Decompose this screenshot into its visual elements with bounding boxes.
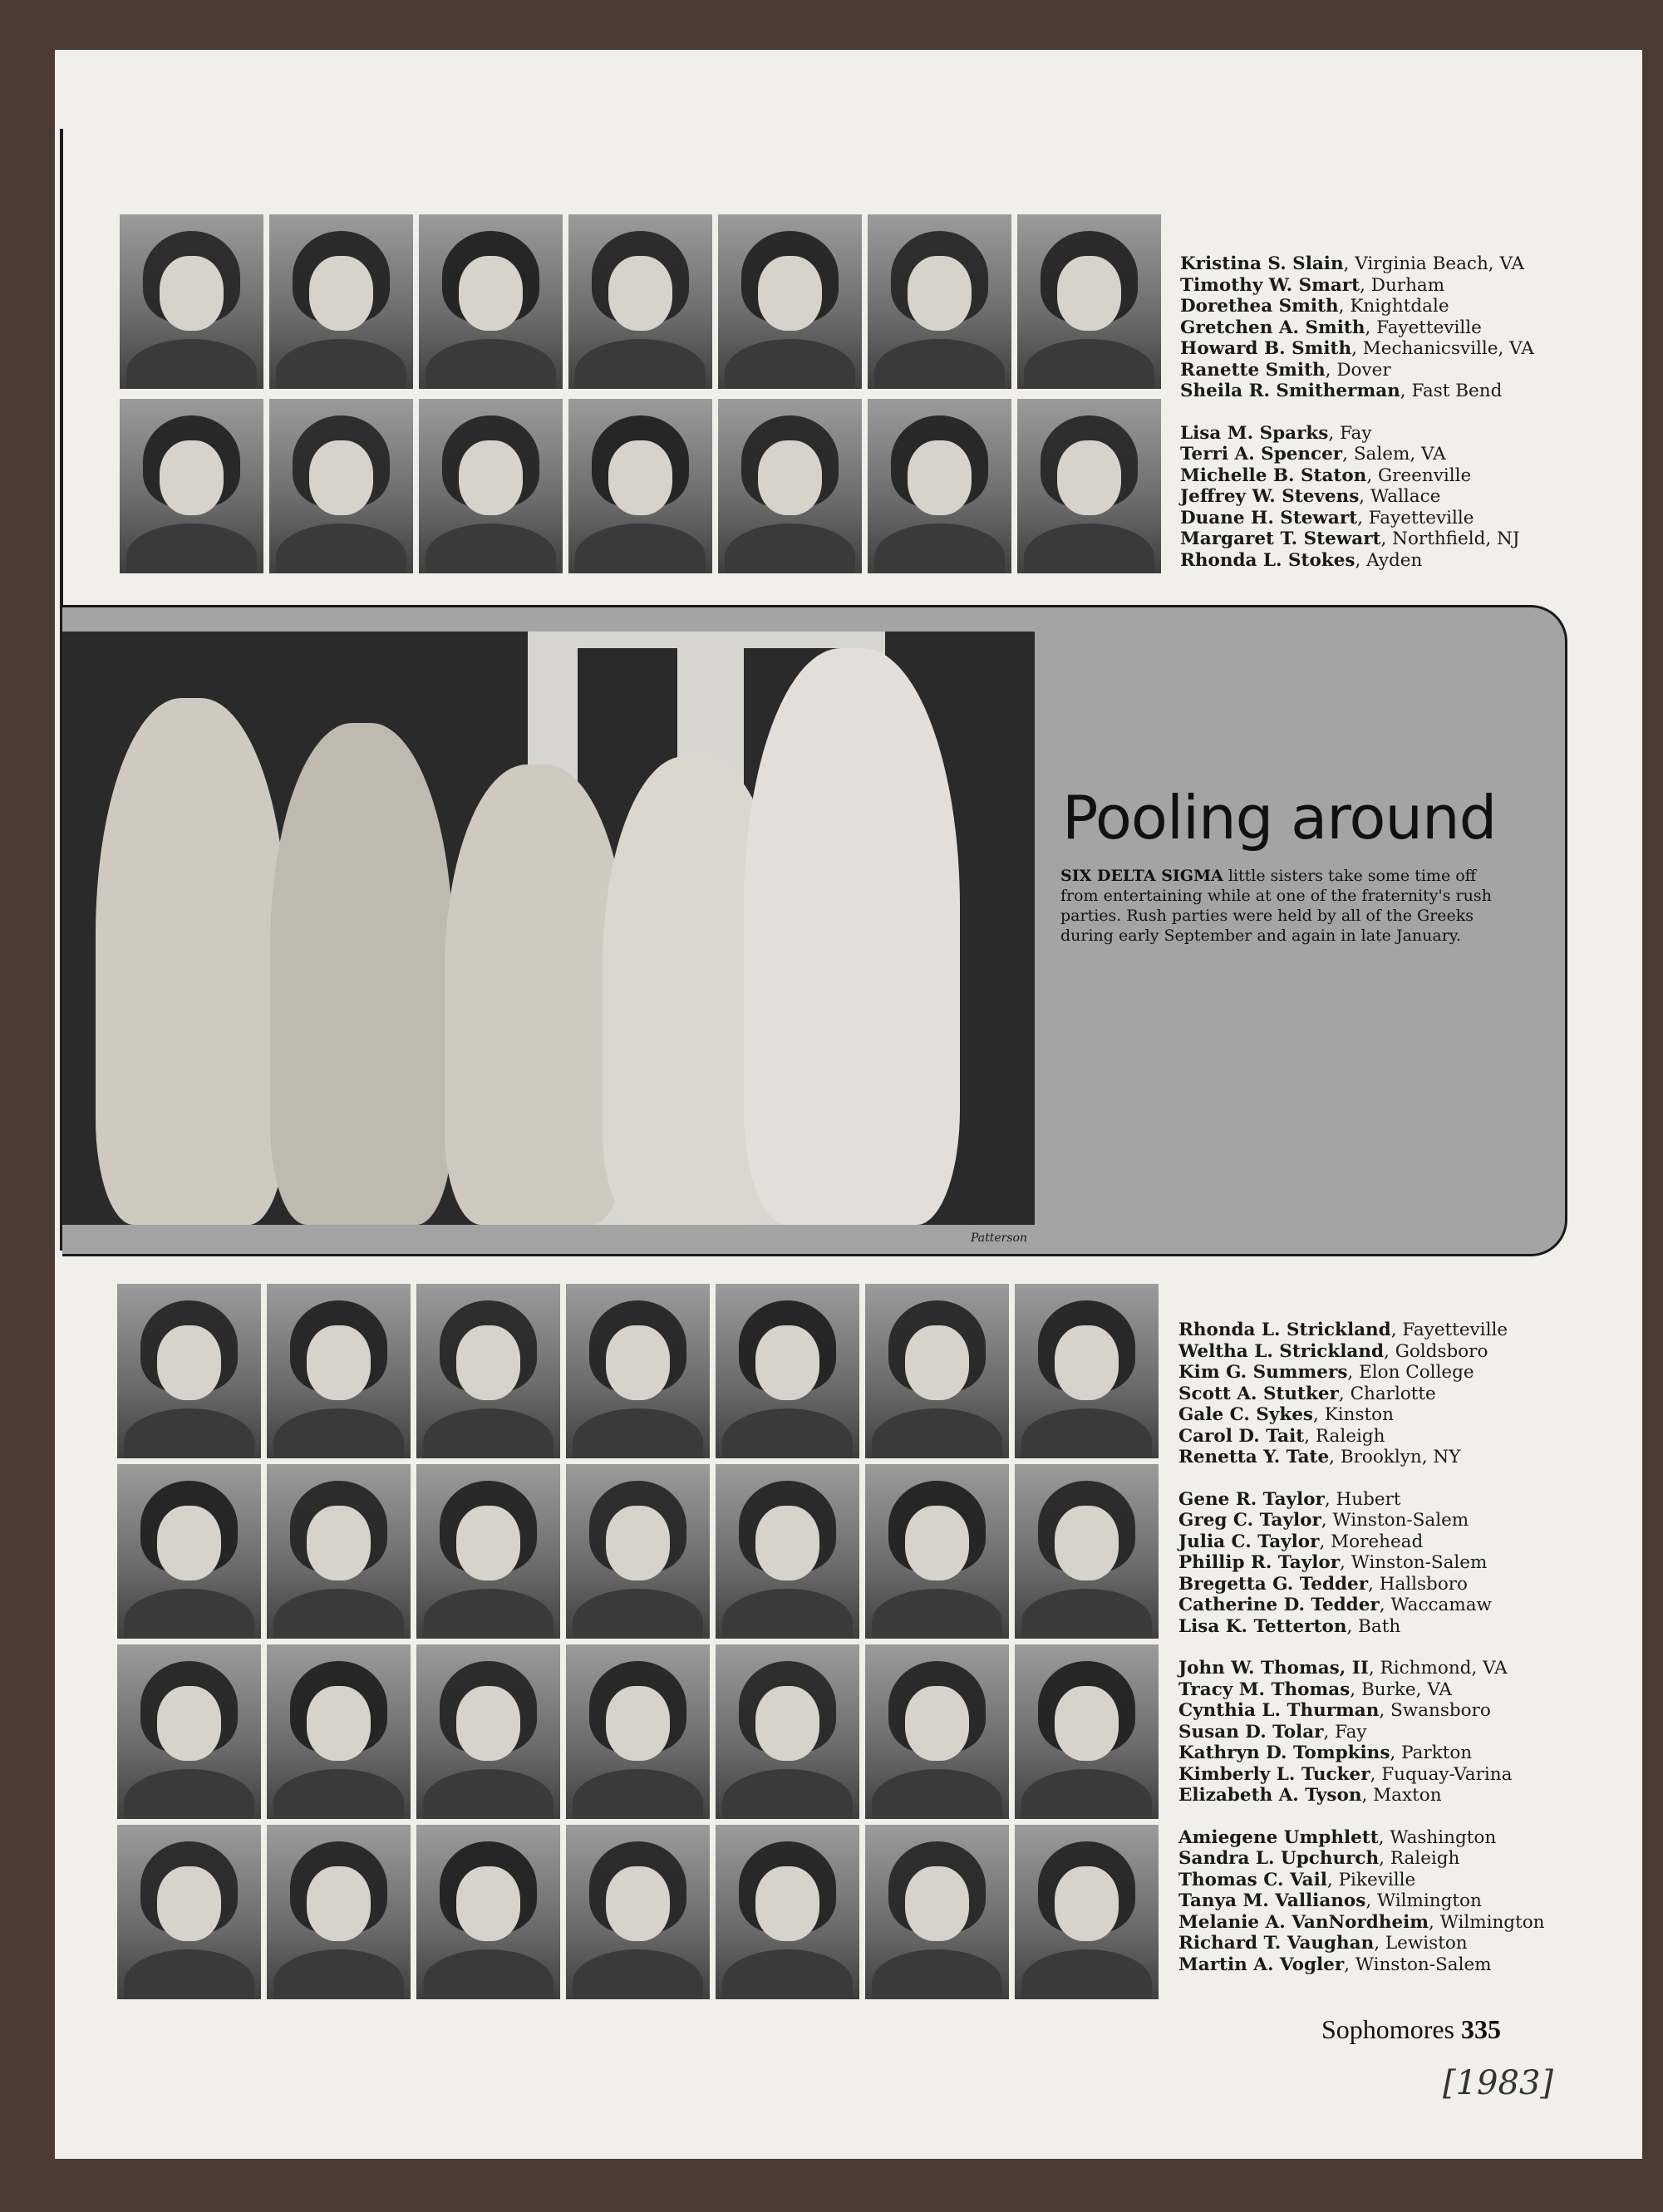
hometown: Hallsboro	[1379, 1573, 1468, 1595]
hometown: Fayetteville	[1368, 507, 1474, 528]
name-entry: Thomas C. Vail, Pikeville	[1178, 1869, 1416, 1890]
student-name: Richard T. Vaughan	[1178, 1933, 1375, 1954]
hometown: Salem, VA	[1353, 444, 1446, 465]
hometown: Charlotte	[1350, 1383, 1436, 1404]
hometown: Winston-Salem	[1351, 1552, 1488, 1573]
portrait-photo	[267, 1825, 411, 1999]
student-name: Catherine D. Tedder	[1178, 1595, 1380, 1615]
hometown: Fast Bend	[1411, 381, 1503, 401]
feature-headline: Pooling around	[1062, 783, 1497, 853]
bottom-name-list	[1178, 1320, 1545, 1975]
student-name: Susan D. Tolar	[1178, 1721, 1324, 1743]
hometown: Washington	[1390, 1826, 1497, 1848]
portrait-photo	[117, 1644, 261, 1819]
portrait-photo	[416, 1644, 560, 1819]
portrait-photo	[419, 399, 563, 573]
hometown: Bath	[1358, 1615, 1401, 1637]
student-name: Julia C. Taylor	[1178, 1531, 1320, 1552]
portrait-photo	[716, 1464, 859, 1639]
name-entry: Carol D. Tait, Raleigh	[1178, 1425, 1385, 1447]
student-name: Sheila R. Smitherman	[1180, 381, 1400, 401]
student-name: Melanie A. VanNordheim	[1178, 1911, 1429, 1933]
student-name: Terri A. Spencer	[1180, 444, 1343, 465]
name-entry: Elizabeth A. Tyson, Maxton	[1178, 1785, 1442, 1806]
student-name: Duane H. Stewart	[1180, 507, 1358, 528]
hometown: Dover	[1336, 359, 1391, 381]
student-name: Tanya M. Vallianos	[1178, 1890, 1366, 1911]
section-name: Sophomores	[1321, 2014, 1454, 2044]
name-entry: Duane H. Stewart, Fayetteville	[1180, 507, 1474, 528]
name-entry: Susan D. Tolar, Fay	[1178, 1721, 1367, 1743]
hometown: Hubert	[1336, 1488, 1401, 1510]
student-name: Gale C. Sykes	[1178, 1404, 1314, 1425]
hometown: Wallace	[1370, 486, 1441, 507]
name-entry: Scott A. Stutker, Charlotte	[1178, 1383, 1436, 1404]
student-name: Weltha L. Strickland	[1178, 1340, 1385, 1362]
hometown: Northfield, NJ	[1392, 528, 1520, 549]
portrait-photo	[716, 1284, 859, 1458]
student-name: Timothy W. Smart	[1180, 274, 1360, 296]
name-entry: Cynthia L. Thurman, Swansboro	[1178, 1700, 1491, 1721]
portrait-photo	[868, 399, 1011, 573]
name-entry: Howard B. Smith, Mechanicsville, VA	[1180, 338, 1534, 359]
name-entry: Julia C. Taylor, Morehead	[1178, 1531, 1424, 1552]
student-name: Sandra L. Upchurch	[1178, 1848, 1380, 1869]
name-entry: Ranette Smith, Dover	[1180, 359, 1391, 381]
name-entry: Sheila R. Smitherman, Fast Bend	[1180, 381, 1503, 401]
name-entry: Richard T. Vaughan, Lewiston	[1178, 1933, 1468, 1954]
portrait-photo	[868, 214, 1011, 389]
hometown: Durham	[1370, 274, 1445, 296]
hometown: Elon College	[1359, 1362, 1474, 1383]
name-entry: Renetta Y. Tate, Brooklyn, NY	[1178, 1447, 1461, 1467]
portrait-photo	[1015, 1284, 1159, 1458]
portrait-photo	[1015, 1644, 1159, 1819]
hometown: Knightdale	[1350, 296, 1449, 317]
hometown: Goldsboro	[1395, 1340, 1488, 1362]
hometown: Swansboro	[1390, 1700, 1491, 1721]
student-name: Dorethea Smith	[1180, 296, 1339, 317]
handwritten-year: [1983]	[1443, 2064, 1554, 2102]
portrait-photo	[117, 1284, 261, 1458]
student-name: Cynthia L. Thurman	[1178, 1700, 1380, 1721]
name-entry: Timothy W. Smart, Durham	[1180, 274, 1445, 296]
student-name: Kristina S. Slain	[1180, 253, 1344, 274]
name-entry: Bregetta G. Tedder, Hallsboro	[1178, 1573, 1468, 1595]
name-entry: Kim G. Summers, Elon College	[1178, 1362, 1474, 1383]
portrait-photo	[269, 214, 413, 389]
student-name: Greg C. Taylor	[1178, 1510, 1321, 1531]
student-name: Gene R. Taylor	[1178, 1488, 1325, 1510]
name-entry: Weltha L. Strickland, Goldsboro	[1178, 1340, 1488, 1362]
student-name: Lisa M. Sparks	[1180, 422, 1329, 444]
name-entry: Tracy M. Thomas, Burke, VA	[1178, 1679, 1452, 1700]
hometown: Virginia Beach, VA	[1355, 253, 1525, 274]
portrait-photo	[120, 214, 263, 389]
hometown: Fuquay-Varina	[1381, 1763, 1513, 1785]
name-entry: Rhonda L. Stokes, Ayden	[1180, 549, 1423, 571]
hometown: Raleigh	[1315, 1425, 1385, 1447]
student-name: Martin A. Vogler	[1178, 1954, 1345, 1975]
student-name: Phillip R. Taylor	[1178, 1552, 1341, 1573]
feature-caption	[1060, 866, 1493, 946]
hometown: Fayetteville	[1376, 317, 1482, 338]
portrait-photo	[416, 1284, 560, 1458]
student-name: Lisa K. Tetterton	[1178, 1615, 1347, 1637]
student-name: Renetta Y. Tate	[1178, 1447, 1330, 1467]
name-entry: Lisa K. Tetterton, Bath	[1178, 1615, 1401, 1637]
name-entry: Melanie A. VanNordheim, Wilmington	[1178, 1911, 1545, 1933]
top-name-list	[1180, 253, 1534, 571]
hometown: Richmond, VA	[1380, 1658, 1508, 1679]
portrait-photo	[566, 1284, 710, 1458]
name-entry: Lisa M. Sparks, Fay	[1180, 422, 1372, 444]
student-name: Elizabeth A. Tyson	[1178, 1785, 1362, 1806]
portrait-photo	[416, 1825, 560, 1999]
name-entry: Margaret T. Stewart, Northfield, NJ	[1180, 528, 1520, 549]
portrait-photo	[865, 1825, 1009, 1999]
student-name: Amiegene Umphlett	[1178, 1826, 1379, 1848]
name-entry: Terri A. Spencer, Salem, VA	[1180, 444, 1446, 465]
hometown: Pikeville	[1338, 1869, 1416, 1890]
student-name: Jeffrey W. Stevens	[1180, 486, 1360, 507]
portrait-photo	[267, 1284, 411, 1458]
feature-photo	[62, 632, 1035, 1225]
portrait-photo	[566, 1464, 710, 1639]
portrait-photo	[1017, 214, 1161, 389]
name-entry: Sandra L. Upchurch, Raleigh	[1178, 1848, 1460, 1869]
hometown: Greenville	[1377, 465, 1472, 486]
hometown: Winston-Salem	[1355, 1954, 1492, 1975]
portrait-photo	[1017, 399, 1161, 573]
student-name: Ranette Smith	[1180, 359, 1326, 381]
portrait-photo	[716, 1825, 859, 1999]
hometown: Ayden	[1366, 549, 1423, 571]
portrait-photo	[117, 1825, 261, 1999]
student-name: John W. Thomas, II	[1178, 1658, 1369, 1679]
name-entry: Phillip R. Taylor, Winston-Salem	[1178, 1552, 1488, 1573]
student-name: Howard B. Smith	[1180, 338, 1352, 359]
student-name: Margaret T. Stewart	[1180, 528, 1381, 549]
student-name: Michelle B. Staton	[1180, 465, 1367, 486]
portrait-photo	[269, 399, 413, 573]
portrait-photo	[1015, 1464, 1159, 1639]
portrait-photo	[120, 399, 263, 573]
page-number: 335	[1461, 2014, 1501, 2044]
portrait-photo	[416, 1464, 560, 1639]
top-photo-grid	[120, 214, 1167, 573]
student-name: Thomas C. Vail	[1178, 1869, 1327, 1890]
portrait-photo	[267, 1464, 411, 1639]
name-entry: John W. Thomas, II, Richmond, VA	[1178, 1658, 1508, 1679]
name-entry: Gale C. Sykes, Kinston	[1178, 1404, 1394, 1425]
hometown: Burke, VA	[1360, 1679, 1452, 1700]
student-name: Kimberly L. Tucker	[1178, 1763, 1370, 1785]
caption-body: little sisters take some time off from entertaining while at one of the fraternity's rush parties. Rush parties were held by all of the Greeks during early September and again in late January.	[1060, 867, 1492, 945]
name-entry: Amiegene Umphlett, Washington	[1178, 1826, 1497, 1848]
student-name: Rhonda L. Strickland	[1178, 1320, 1391, 1340]
hometown: Raleigh	[1390, 1848, 1460, 1869]
name-entry: Rhonda L. Strickland, Fayetteville	[1178, 1320, 1508, 1340]
portrait-photo	[267, 1644, 411, 1819]
caption-lead: SIX DELTA SIGMA	[1060, 867, 1223, 885]
name-entry: Kimberly L. Tucker, Fuquay-Varina	[1178, 1763, 1513, 1785]
hometown: Fay	[1340, 422, 1372, 444]
portrait-photo	[865, 1284, 1009, 1458]
portrait-photo	[568, 399, 712, 573]
portrait-photo	[865, 1644, 1009, 1819]
portrait-photo	[865, 1464, 1009, 1639]
name-entry: Greg C. Taylor, Winston-Salem	[1178, 1510, 1469, 1531]
hometown: Fay	[1335, 1721, 1367, 1743]
name-entry: Tanya M. Vallianos, Wilmington	[1178, 1890, 1482, 1911]
portrait-photo	[566, 1644, 710, 1819]
name-entry: Catherine D. Tedder, Waccamaw	[1178, 1595, 1492, 1615]
name-entry: Martin A. Vogler, Winston-Salem	[1178, 1954, 1492, 1975]
name-entry: Kathryn D. Tompkins, Parkton	[1178, 1743, 1473, 1763]
portrait-photo	[718, 214, 862, 389]
hometown: Parkton	[1401, 1743, 1473, 1763]
name-entry: Michelle B. Staton, Greenville	[1180, 465, 1472, 486]
portrait-photo	[117, 1464, 261, 1639]
hometown: Morehead	[1331, 1531, 1424, 1552]
student-name: Tracy M. Thomas	[1178, 1679, 1351, 1700]
portrait-photo	[716, 1644, 859, 1819]
bottom-photo-grid	[117, 1284, 1164, 1999]
portrait-photo	[718, 399, 862, 573]
hometown: Kinston	[1324, 1404, 1394, 1425]
portrait-photo	[566, 1825, 710, 1999]
name-entry: Gene R. Taylor, Hubert	[1178, 1488, 1401, 1510]
portrait-photo	[568, 214, 712, 389]
hometown: Maxton	[1373, 1785, 1442, 1806]
hometown: Winston-Salem	[1332, 1510, 1469, 1531]
hometown: Waccamaw	[1390, 1595, 1492, 1615]
name-entry: Gretchen A. Smith, Fayetteville	[1180, 317, 1482, 338]
student-name: Gretchen A. Smith	[1180, 317, 1365, 338]
name-entry: Jeffrey W. Stevens, Wallace	[1180, 486, 1441, 507]
name-entry: Kristina S. Slain, Virginia Beach, VA	[1180, 253, 1525, 274]
hometown: Mechanicsville, VA	[1362, 338, 1534, 359]
hometown: Wilmington	[1439, 1911, 1545, 1933]
student-name: Carol D. Tait	[1178, 1425, 1305, 1447]
hometown: Wilmington	[1377, 1890, 1482, 1911]
hometown: Brooklyn, NY	[1340, 1447, 1461, 1467]
student-name: Bregetta G. Tedder	[1178, 1573, 1369, 1595]
portrait-photo	[1015, 1825, 1159, 1999]
hometown: Lewiston	[1385, 1933, 1468, 1954]
student-name: Rhonda L. Stokes	[1180, 549, 1355, 571]
page-folio	[1321, 2014, 1501, 2045]
hometown: Fayetteville	[1402, 1320, 1508, 1340]
student-name: Kathryn D. Tompkins	[1178, 1743, 1390, 1763]
student-name: Kim G. Summers	[1178, 1362, 1348, 1383]
portrait-photo	[419, 214, 563, 389]
student-name: Scott A. Stutker	[1178, 1383, 1339, 1404]
photo-credit: Patterson	[971, 1231, 1027, 1245]
name-entry: Dorethea Smith, Knightdale	[1180, 296, 1449, 317]
